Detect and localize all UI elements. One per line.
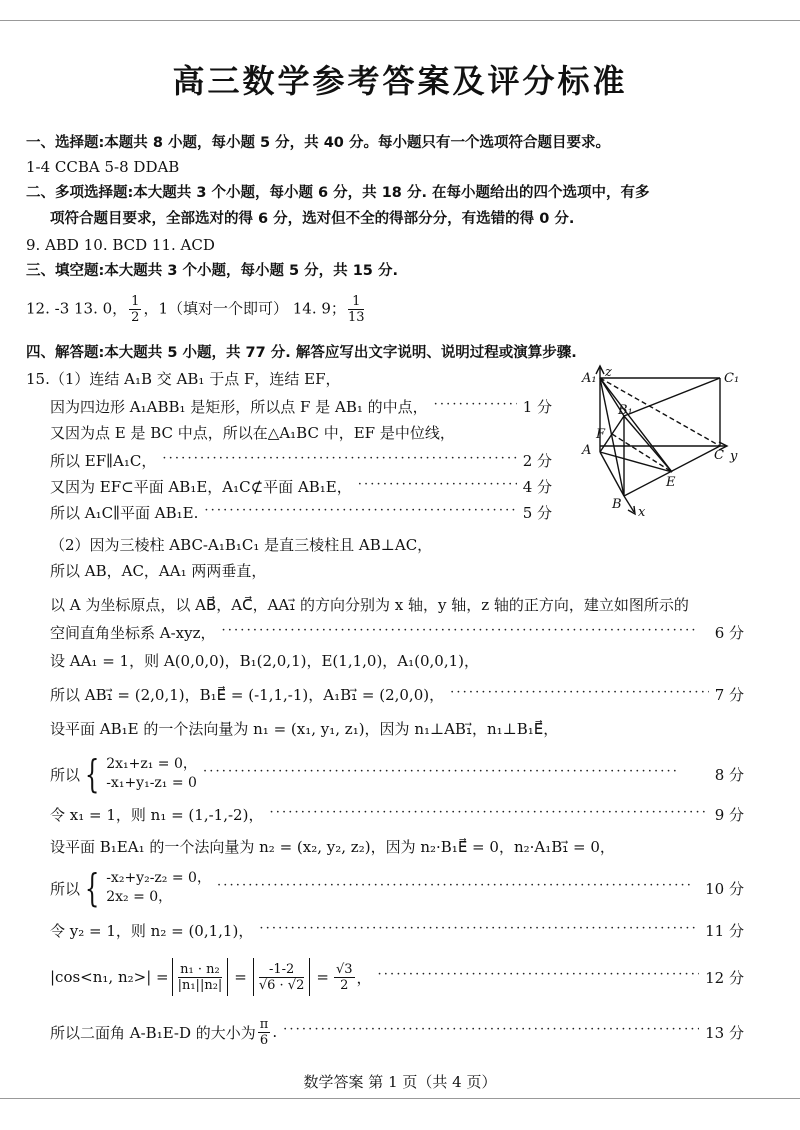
step-points: 9 分 (714, 806, 744, 824)
dot-leader (378, 967, 700, 987)
absolute-value-2 (250, 958, 314, 996)
q15-line-19 (50, 954, 744, 1000)
label-z: z (605, 365, 612, 380)
q15-line-1: 15.（1）连结 A₁B 交 AB₁ 于点 F，连结 EF， (26, 370, 341, 388)
label-x: x (638, 505, 646, 520)
step-points: 8 分 (714, 765, 744, 784)
equation-system-2 (80, 866, 211, 910)
step-points: 2 分 (522, 452, 552, 470)
q15-line-11: 设 AA₁ = 1，则 A(0,0,0)，B₁(2,0,1)，E(1,1,0)，A₁(0,0,1)， (50, 652, 480, 670)
label-f: F (596, 427, 606, 442)
equation-line: 2x₂ = 0， (106, 889, 173, 905)
step-points: 4 分 (522, 478, 552, 496)
step-points: 12 分 (705, 968, 744, 987)
answers-part-a: 12. -3 13. 0， (26, 299, 128, 318)
q15-line-7: （2）因为三棱柱 ABC-A₁B₁C₁ 是直三棱柱且 AB⊥AC， (50, 536, 433, 554)
step-text: 又因为 EF⊂平面 AB₁E，A₁C⊄平面 AB₁E， (50, 478, 352, 496)
fraction-denominator: 13 (347, 310, 365, 325)
label-a: A (582, 443, 592, 458)
step-text: 所以 (50, 879, 81, 898)
fraction-numerator: n₁ · n₂ (178, 962, 223, 978)
dot-leader (203, 764, 709, 784)
dot-leader (450, 685, 709, 705)
q15-line-6 (50, 502, 552, 523)
q15-line-12 (50, 684, 744, 705)
cosine-expression: |cos<n₁, n₂>| = (50, 968, 169, 986)
fraction-denominator: |n₁||n₂| (177, 977, 223, 993)
q15-line-13: 设平面 AB₁E 的一个法向量为 n₁ = (x₁, y₁, z₁)，因为 n₁⊥AB₁⃗，n₁⊥B₁E⃗， (50, 720, 559, 738)
dot-leader (283, 1022, 699, 1042)
step-text: 令 x₁ = 1，则 n₁ = (1,-1,-2)， (50, 806, 264, 824)
q15-line-8: 所以 AB，AC，AA₁ 两两垂直， (50, 562, 267, 580)
fraction-one-thirteenth (348, 294, 365, 325)
dot-leader (434, 397, 517, 417)
prism-figure (578, 362, 750, 522)
step-text: 所以 EF∥A₁C， (50, 452, 157, 470)
step-points: 13 分 (705, 1023, 744, 1042)
line-b1-e (624, 416, 672, 472)
fraction (259, 962, 305, 993)
q15-line-20 (50, 1012, 744, 1052)
q15-line-16: 设平面 B₁EA₁ 的一个法向量为 n₂ = (x₂, y₂, z₂)，因为 n₂·B₁E⃗ = 0，n₂·A₁B₁⃗ = 0， (50, 838, 615, 856)
abs-bar (253, 958, 254, 996)
q15-line-4 (50, 450, 552, 471)
edge-a-b (600, 452, 624, 496)
fraction-denominator: 6 (259, 1032, 269, 1048)
label-c: C (714, 448, 724, 463)
q15-line-10 (50, 622, 744, 643)
fraction-one-half (129, 294, 141, 325)
line-f-e (612, 434, 672, 472)
fraction-numerator: √3 (335, 961, 353, 977)
step-text: 因为四边形 A₁ABB₁ 是矩形，所以点 F 是 AB₁ 的中点， (50, 398, 428, 416)
fraction (334, 962, 355, 993)
section-3-answers (26, 294, 366, 325)
step-text: 空间直角坐标系 A-xyz， (50, 624, 216, 642)
step-points: 11 分 (705, 922, 744, 940)
equation-line: -x₁+y₁-z₁ = 0 (106, 775, 197, 791)
label-b1: B₁ (618, 403, 633, 418)
equation-system-1 (80, 752, 197, 796)
fraction-denominator: 2 (340, 977, 349, 993)
label-e: E (666, 475, 676, 490)
section-2-heading-line-2: 项符合题目要求，全部选对的得 6 分，选对但不全的得部分分，有选错的得 0 分. (50, 211, 575, 227)
section-4-heading: 四、解答题:本大题共 5 小题，共 77 分. 解答应写出文字说明、说明过程或演算步骤. (26, 345, 577, 361)
abs-bar (172, 958, 173, 996)
q15-line-15 (50, 804, 744, 825)
step-text: 所以二面角 A-B₁E-D 的大小为 (50, 1023, 256, 1042)
absolute-value-1 (169, 958, 232, 996)
bottom-rule (0, 1098, 800, 1099)
fraction-pi-over-6 (258, 1017, 271, 1048)
brace-symbol: { (84, 752, 100, 796)
step-text: 所以 A₁C∥平面 AB₁E. (50, 504, 199, 522)
section-1-answers: 1-4 CCBA 5-8 DDAB (26, 158, 180, 176)
dot-leader (222, 623, 709, 643)
label-c1: C₁ (724, 371, 740, 386)
answers-part-b: ，1（填对一个即可） 14. 9； (143, 299, 346, 318)
equals-sign: = (234, 968, 247, 986)
step-points: 6 分 (714, 624, 744, 642)
x-axis (624, 496, 634, 512)
label-b: B (612, 497, 622, 512)
line-a1-e (600, 378, 672, 472)
equation-line: 2x₁+z₁ = 0， (106, 756, 197, 772)
q15-line-17 (50, 866, 744, 910)
step-text: 所以 AB₁⃗ = (2,0,1)，B₁E⃗ = (-1,1,-1)，A₁B₁⃗ = (2,0,0)， (50, 686, 445, 704)
step-points: 10 分 (705, 879, 744, 898)
q15-line-14 (50, 752, 744, 796)
section-1-heading: 一、选择题:本题共 8 小题，每小题 5 分，共 40 分。每小题只有一个选项符合题目要求。 (26, 135, 610, 151)
equation-line: -x₂+y₂-z₂ = 0， (106, 870, 211, 886)
step-text: 所以 (50, 765, 81, 784)
dot-leader (204, 503, 516, 523)
fraction-numerator: π (259, 1016, 269, 1032)
q15-line-2 (50, 396, 552, 417)
dot-leader (358, 477, 517, 497)
q15-line-18 (50, 920, 744, 941)
fraction-denominator: √6 · √2 (258, 977, 305, 993)
line-a-e (600, 452, 672, 472)
fraction-numerator: 1 (348, 294, 365, 310)
dot-leader (162, 451, 516, 471)
q15-line-9: 以 A 为坐标原点，以 AB⃗，AC⃗，AA₁⃗ 的方向分别为 x 轴，y 轴，z 轴的正方向，建立如图所示的 (50, 596, 689, 614)
step-points: 1 分 (522, 398, 552, 416)
step-points: 7 分 (714, 686, 744, 704)
fraction-numerator: -1-2 (259, 962, 305, 978)
brace-symbol: { (84, 866, 100, 910)
fraction-denominator: 2 (131, 310, 140, 325)
equals-sign: = (316, 968, 329, 986)
label-y: y (730, 449, 738, 464)
step-text: 令 y₂ = 1，则 n₂ = (0,1,1)， (50, 922, 254, 940)
dot-leader (217, 878, 699, 898)
page-footer: 数学答案 第 1 页（共 4 页） (303, 1073, 497, 1091)
fraction-numerator: 1 (131, 294, 140, 309)
dot-leader (259, 921, 699, 941)
page-title: 高三数学参考答案及评分标准 (172, 62, 628, 100)
dot-leader (269, 805, 708, 825)
section-3-heading: 三、填空题:本大题共 3 个小题，每小题 5 分，共 15 分. (26, 263, 398, 279)
comma: ， (356, 968, 372, 987)
period: . (272, 1023, 278, 1041)
q15-line-5 (50, 476, 552, 497)
label-a1: A₁ (582, 371, 597, 386)
step-points: 5 分 (522, 504, 552, 522)
section-2-heading-line-1: 二、多项选择题:本大题共 3 个小题，每小题 6 分，共 18 分. 在每小题给出的四个选项中，有多 (26, 185, 650, 201)
fraction (178, 962, 223, 993)
section-2-answers: 9. ABD 10. BCD 11. ACD (26, 236, 215, 254)
edge-b1-c1 (624, 378, 720, 416)
top-rule (0, 20, 800, 21)
abs-bar (227, 958, 228, 996)
abs-bar (309, 958, 310, 996)
q15-line-3: 又因为点 E 是 BC 中点，所以在△A₁BC 中，EF 是中位线， (50, 424, 455, 442)
